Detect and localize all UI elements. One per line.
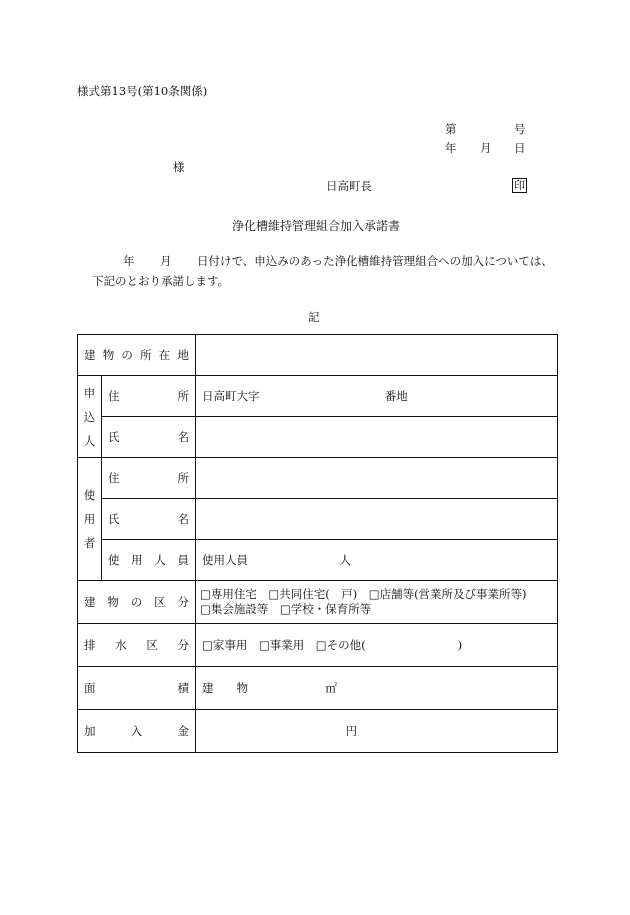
body-year: 年 [123, 254, 135, 268]
applicant-address-label: 住 所 [102, 376, 196, 417]
doc-number-go: 号 [514, 122, 526, 136]
table-row [78, 335, 558, 376]
doc-number-dai: 第 [445, 122, 457, 136]
building-type-options[interactable] [196, 581, 558, 624]
drainage-label: 排 水 区 分 [78, 624, 196, 667]
building-type-line2: □集会施設等 □学校・保育所等 [200, 602, 372, 616]
user-name-label: 氏 名 [102, 499, 196, 540]
table-row [78, 376, 558, 417]
building-location-label: 建 物 の 所 在 地 [78, 335, 196, 376]
table-row [78, 458, 558, 499]
table-row [78, 710, 558, 753]
applicant-group-label: 申 込 人 [78, 376, 102, 458]
applicant-name-field[interactable] [196, 417, 558, 458]
applicant-address-prefix: 日高町大字 [202, 389, 260, 403]
area-prefix: 建 物 [202, 681, 248, 695]
user-count-prefix: 使用人員 [202, 553, 248, 567]
table-row [78, 581, 558, 624]
table-row [78, 624, 558, 667]
date-year: 年 [445, 141, 457, 155]
ki-label: 記 [308, 310, 320, 324]
date-month: 月 [480, 141, 492, 155]
date-day: 日 [514, 141, 526, 155]
fee-label: 加 入 金 [78, 710, 196, 753]
approval-table [77, 334, 558, 753]
seal-icon: 印 [514, 179, 525, 192]
table-row [78, 499, 558, 540]
table-row [78, 667, 558, 710]
body-line2: 下記のとおり承諾します。 [92, 274, 230, 288]
building-type-label: 建 物 の 区 分 [78, 581, 196, 624]
drainage-options[interactable]: □家事用 □事業用 □その他( ) [196, 624, 558, 667]
user-name-field[interactable] [196, 499, 558, 540]
user-address-field[interactable] [196, 458, 558, 499]
fee-unit: 円 [345, 724, 358, 738]
applicant-address-suffix: 番地 [384, 389, 408, 403]
issuer-seal [512, 178, 527, 193]
applicant-address-field[interactable] [196, 376, 558, 417]
body-line1: 日付けで、申込みのあった浄化槽維持管理組合への加入については、 [197, 254, 553, 268]
building-type-line1: □専用住宅 □共同住宅( 戸) □店舗等(営業所及び事業所等) [200, 587, 527, 602]
area-field[interactable] [196, 667, 558, 710]
user-count-suffix: 人 [339, 553, 351, 567]
form-number: 様式第13号(第10条関係) [77, 84, 208, 98]
fee-field[interactable] [196, 710, 558, 753]
building-location-field[interactable] [196, 335, 558, 376]
applicant-name-label: 氏 名 [102, 417, 196, 458]
document-title: 浄化槽維持管理組合加入承諾書 [232, 219, 401, 233]
user-address-label: 住 所 [102, 458, 196, 499]
table-row [78, 540, 558, 581]
issuer-name: 日高町長 [326, 179, 372, 193]
addressee-sama: 様 [173, 160, 185, 174]
user-count-field[interactable] [196, 540, 558, 581]
body-month: 月 [160, 254, 172, 268]
user-group-label: 使 用 者 [78, 458, 102, 581]
user-count-label: 使 用 人 員 [102, 540, 196, 581]
table-row [78, 417, 558, 458]
area-unit: ㎡ [325, 681, 337, 695]
area-label: 面 積 [78, 667, 196, 710]
